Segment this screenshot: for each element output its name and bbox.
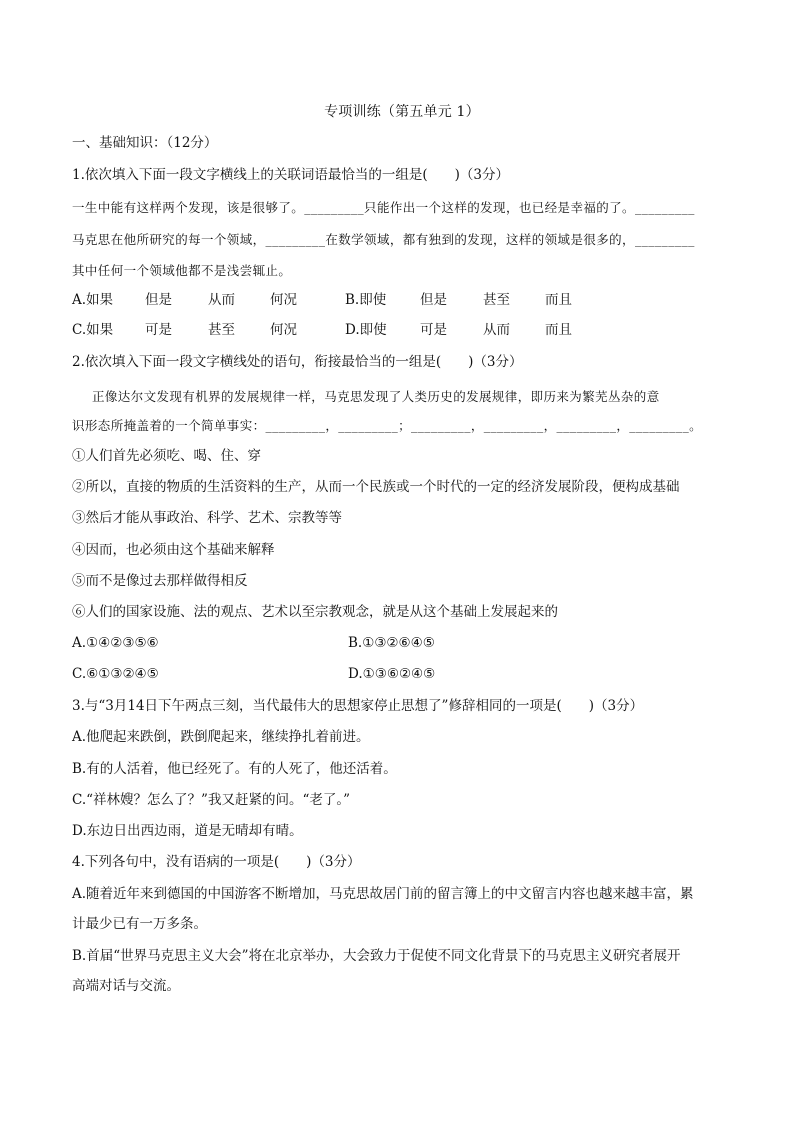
question-4-stem: 4.下列各句中，没有语病的一项是( )（3分） [72, 854, 361, 870]
question-3-option-c: C.“祥林嫂？怎么了？”我又赶紧的问。“老了。” [72, 792, 350, 808]
question-2-option-b: B.①③②⑥④⑤ [348, 635, 435, 651]
question-2-option-a: A.①④②③⑤⑥ [72, 635, 159, 651]
question-2-stem: 2.依次填入下面一段文字横线处的语句，衔接最恰当的一组是( )（3分） [72, 354, 523, 370]
option-d-word: 从而 [483, 322, 510, 338]
question-4-option-a-line: A.随着近年来到德国的中国游客不断增加，马克思故居门前的留言簿上的中文留言内容也越来越丰富，累 [72, 886, 694, 902]
option-d-label: D.即使 [345, 322, 387, 338]
question-4-option-b-line: 高端对话与交流。 [72, 978, 180, 994]
question-3-option-d: D.东边日出西边雨，道是无晴却有晴。 [72, 823, 303, 839]
option-a-word: 从而 [208, 292, 235, 308]
option-c-word: 甚至 [208, 322, 235, 338]
question-1-options-row [72, 292, 572, 309]
question-2-option-c: C.⑥①③②④⑤ [72, 666, 159, 682]
option-c-label: C.如果 [72, 322, 114, 338]
question-2-passage-line: 正像达尔文发现有机界的发展规律一样，马克思发现了人类历史的发展规律，即历来为繁芜丛杂的意 [92, 389, 660, 404]
question-1-stem: 1.依次填入下面一段文字横线上的关联词语最恰当的一组是( )（3分） [72, 167, 510, 183]
question-4-option-b-line: B.首届“世界马克思主义大会”将在北京举办，大会致力于促使不同文化背景下的马克思主义研究者展开 [72, 948, 681, 964]
question-2-item: ⑥人们的国家设施、法的观点、艺术以至宗教观念，就是从这个基础上发展起来的 [72, 604, 558, 620]
question-2-item: ①人们首先必须吃、喝、住、穿 [72, 448, 261, 464]
option-a-word: 何况 [270, 292, 297, 308]
option-b-word: 但是 [420, 292, 447, 308]
option-b-label: B.即使 [345, 292, 387, 308]
question-2-item: ④因而，也必须由这个基础来解释 [72, 542, 275, 558]
question-2-option-d: D.①③⑥②④⑤ [348, 666, 436, 682]
option-b-word: 甚至 [483, 292, 510, 308]
question-1-options-row [72, 322, 572, 339]
option-d-word: 可是 [420, 322, 447, 338]
option-a-word: 但是 [145, 292, 172, 308]
section-heading: 一、基础知识：（12分） [72, 135, 218, 151]
question-2-passage-line: 识形态所掩盖着的一个简单事实：_________，_________；_________，_________，_________，_________。 [72, 418, 703, 433]
question-1-passage-line: 马克思在他所研究的每一个领域，_________在数学领域，都有独到的发现，这样的领域是很多的，_________ [72, 232, 695, 247]
page-title: 专项训练（第五单元 1） [324, 104, 480, 120]
question-2-item: ③然后才能从事政治、科学、艺术、宗教等等 [72, 510, 342, 526]
question-1-passage-line: 一生中能有这样两个发现，该是很够了。_________只能作出一个这样的发现，也已经是幸福的了。_________ [72, 200, 695, 215]
question-2-item: ②所以，直接的物质的生活资料的生产，从而一个民族或一个时代的一定的经济发展阶段，便构成基础 [72, 479, 680, 495]
option-a-label: A.如果 [72, 292, 114, 308]
option-d-word: 而且 [545, 322, 572, 338]
question-3-option-a: A.他爬起来跌倒，跌倒爬起来，继续挣扎着前进。 [72, 729, 370, 745]
question-3-option-b: B.有的人活着，他已经死了。有的人死了，他还活着。 [72, 761, 397, 777]
question-2-item: ⑤而不是像过去那样做得相反 [72, 573, 248, 589]
option-c-word: 可是 [145, 322, 172, 338]
question-3-stem: 3.与“3月14日下午两点三刻，当代最伟大的思想家停止思想了”修辞相同的一项是( )（3分） [72, 698, 644, 714]
option-c-word: 何况 [270, 322, 297, 338]
question-4-option-a-line: 计最少已有一万多条。 [72, 916, 207, 932]
question-1-passage-line: 其中任何一个领域他都不是浅尝辄止。 [72, 263, 292, 278]
option-b-word: 而且 [545, 292, 572, 308]
